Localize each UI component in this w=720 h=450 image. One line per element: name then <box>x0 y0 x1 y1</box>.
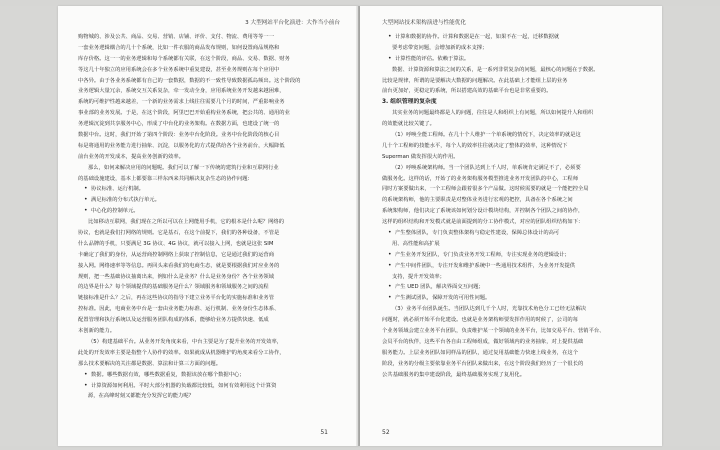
text-line: 务逻辑沉淀到共享服务中心，形成了中台化的业务架构。在数据方面，也建设了统一的 <box>78 121 280 128</box>
bullet-line: • 产生 UED 团队，解决界面交互问题； <box>382 282 646 293</box>
text-line: 那么，如何来解决应用的问题呢。我们可以了解一下传统的建筑行业和互联网行业 <box>88 164 279 171</box>
right-page <box>360 6 662 446</box>
section-heading: 3. 组织管理的复杂度 <box>382 99 437 106</box>
text-line: 同时方案要做出来，一个工程师会跟着很多个产品做。这时候需要的就是一个能把控全局 <box>382 186 589 193</box>
text-line: （5）构建基础平台。从业务开发角度来看，中台主要是为了提升业务的开发效率， <box>88 338 283 345</box>
running-head: 大型网站技术架构演进与性能优化 <box>382 20 466 26</box>
text-line: 购物城的、涉及公共、商品、交易、营销、店铺、评价、支付、物流、费用等等一一 <box>78 34 274 40</box>
text-line: 那么技术要解决的关注都是数据、算法和计算三方面的问题。 <box>78 360 222 367</box>
text-line: 规则，把一些基础协议抽离出来，例如什么是业务？什么是业务身份？各个业务领域 <box>78 273 274 280</box>
text-line: 系统的可维护性越来越差，一个新的业务需求上线往往需要几个月的时间，严重影响业务 <box>78 99 285 106</box>
page-body <box>78 32 344 402</box>
text-line: 什么品牌的手机，只要满足 3G 协议、4G 协议，就可以接入上网，也就是这张 SIM <box>78 240 274 247</box>
text-line: 数据中台。这时，我们开始了第四个阶段：业务中台化阶段。业务中台化阶段的核心目 <box>78 132 280 139</box>
text-line: 控标准。因此，电商业务中台是一套由业务能力标准、运行机制、业务身份生态体系、 <box>78 306 280 313</box>
text-line: 的基础设施建设，基本上都要靠三样东西来共同解决复杂生态的协作问题： <box>78 175 253 182</box>
bullet-line: • 计算资源如何利用。平时大部分机器的负载都比较低，如何有效利用这个计算资 <box>78 381 344 392</box>
bullet-line: • 产生中间件团队，专注开发和维护系统中一些通用技术组件，为业务开发提供 <box>382 261 646 272</box>
text-line: 比如移动互联网，我们现在之所以可以在上网能用手机，它的根本是什么呢？网络的 <box>88 219 284 226</box>
text-line: 问题时，就必须开始平台化建设。也就是业务架构师要发挥作用的时候了，公司的每 <box>382 317 578 324</box>
text-line: 其实业务的问题最终都是人的问题，往往是人和组织上有问题，所以如何提升人和组织 <box>392 110 594 117</box>
text-line: 本创新的能力。 <box>78 328 116 335</box>
bullet-line: • 中心化的控制单元。 <box>78 206 344 217</box>
page-number: 52 <box>382 429 390 436</box>
left-margin-shade <box>0 6 58 446</box>
text-line: 一套业务逻辑耦合的几十个系统，比如一件衣服的商品发布规则，如何设置商品规格和 <box>78 44 280 51</box>
text-line: 源，在高峰时刻又都能充分发挥它的能力呢？ <box>88 393 194 400</box>
bullet-line: • 数据。哪些数据有效，哪些数据重复，数据该放在哪个数据中心； <box>78 370 344 381</box>
bullet-line: • 计算和数据的协作。计算和数据是在一起，如果不在一起，迁移数据就 <box>382 32 646 43</box>
text-line: 支持，提升开发效率； <box>392 273 445 280</box>
text-line: 业务逻辑大量冗余，系统交互关系复杂，牵一发动全身，应用系统业务开发越来越困难， <box>78 88 285 95</box>
text-line: 比较是规律，所谓的是要解决大数据的问题解决。在此基础上才能组上层的业务 <box>382 77 568 84</box>
text-line: 事业部的业务发展。于是，在这个阶段，阿里巴巴开始重构业务系统，把公共的、通用的业 <box>78 110 290 117</box>
text-line: 配置管理和执行系统以及运营服务团队构成的体系，能够给业务方提供快速、低成 <box>78 317 269 324</box>
text-line: 前台业务的开发成本，提高业务创新的效率。 <box>78 153 184 160</box>
text-line: 个业务领域会建立业务平台团队，负责维护某一个领域的业务平台，比如交易平台、营销平台、 <box>382 328 605 335</box>
text-line: （1）呼唤全能工程师。在几十个人维护一个单系统的情况下，决定效率的就是这 <box>392 132 581 139</box>
text-line: 标是将通用的业务能力进行抽象、沉淀，以服务化的方式提供给各个业务前台，大幅降低 <box>78 142 285 149</box>
bullet-line: • 协议标准、运行机制。 <box>78 184 344 195</box>
text-line: 要考虑带宽问题，会增加新的成本支撑； <box>392 44 488 51</box>
text-line: 阶段，业务的分级主要依靠业务平台团队来做出来，在这个阶段我们经历了一个很长的 <box>382 360 584 367</box>
text-line: 卡确定了我们的身份，从运营商控制网络上获取了控制信息，它是通过我们的运营商 <box>78 251 274 258</box>
text-line: 公共基础服务的集中建设阶段，最终基础服务实现了复用化。 <box>382 371 526 378</box>
text-line: 接入网。网络速率等等信息。再回头来看我们的电商生态，就是要根据我们对应业务的 <box>78 262 280 269</box>
right-margin-shade <box>662 6 720 446</box>
text-line: 几十个工程师的技能水平，每个人的效率往往就决定了整体的效率，这种情况下 <box>382 142 568 149</box>
bullet-line: • 计算性能的评估。依赖于算法。 <box>382 54 646 65</box>
text-line: （2）呼唤系统架构师。当一个团队达到上千人时，单系统肯定满足不了，必须要 <box>392 164 581 171</box>
text-line: 库存价格。这一一的业务逻辑和每个系统都有关联，在这个阶段，商品、交易、数据、财务 <box>78 55 290 62</box>
bullet-line: • 产生测试团队，保障开发的可用性问题。 <box>382 293 646 304</box>
text-line: 中各异。由于各业务系统都有自己的一套数据，数据的不一致性导致数据孤岛频出。这个阶段的 <box>78 77 301 84</box>
bullet-line: • 产生业务开发团队，专门负责业务开发工程师，专注实现业务的逻辑设计； <box>382 250 646 261</box>
text-line: 的效能就比较关键了。 <box>382 121 435 128</box>
text-line: Superman 做发挥很大的作用。 <box>382 153 459 160</box>
text-line: 这样的组织结构和开发模式就是前面提到的分工协作模式，对应的团队组织结构如下： <box>382 219 584 226</box>
text-line: 用、高性能和高扩展 <box>392 240 440 247</box>
text-line: 协议，也就是我们打网络的规则。它是基石，在这个前提下，我们的各种设备，不管是 <box>78 230 280 237</box>
text-line: 的系统架构师，他的主要职责是对整体业务进行宏观的把控，具备在各个系统之间 <box>382 197 573 204</box>
bullet-line: • 产生整体团队，专门负责整体架构与稳定性建设，保障总体设计的高可 <box>382 228 646 239</box>
bullet-line: • 满足标准的分布式执行单元。 <box>78 195 344 206</box>
running-head: 3 大型网站平台化演进：大作当小前台 <box>245 20 340 26</box>
text-line: 做服务化。这样的话，开始了的业务架构服务模型推进业务开发团队的中心，工程师 <box>382 175 578 182</box>
text-line: 系统架构师，他们决定了系统该如何划分设计模块结构，并控制各个团队之间的协作， <box>382 208 584 215</box>
text-line: 服务能力。上层业务团队如同样品的团队，通过复用基础能力快速上线业务，在这个 <box>382 349 578 356</box>
text-line: 链接标准是什么？之后，再在这些协议的指导下建立业务平台化的实施标准和业务管 <box>78 295 274 302</box>
text-line: 前台更加好，更稳定的系统，所以搭建高效的基础平台也是非常重要的。 <box>382 88 552 95</box>
page-number: 51 <box>320 429 328 436</box>
text-line: 数据、计算资源和算法之间的关系，是一系列非常复杂的问题，最核心的问题在于数据。 <box>392 66 599 73</box>
text-line: 的边界是什么？每个领域提供的基础服务是什么？领域服务和领域服务之间的流程 <box>78 284 269 291</box>
text-line: 会员平台的伙伴，这些平台各自由工程师组成，做好领域内的业务抽象，对上提供基础 <box>382 338 584 345</box>
left-page <box>58 6 359 446</box>
text-line: （3）业务平台团队诞生。当团队达到几千个人时，光靠技术角色分工已经无法解决 <box>392 306 587 313</box>
page-body <box>382 32 646 381</box>
text-line: 此处的开发效率主要是指整个人协作的效率。如果就成从机器维护的角度来看分工协作， <box>78 349 285 356</box>
text-line: 等这几十年独立的应用系统会在多个业务系统中重复建设，甚至业务规则在每个应用中 <box>78 66 280 73</box>
